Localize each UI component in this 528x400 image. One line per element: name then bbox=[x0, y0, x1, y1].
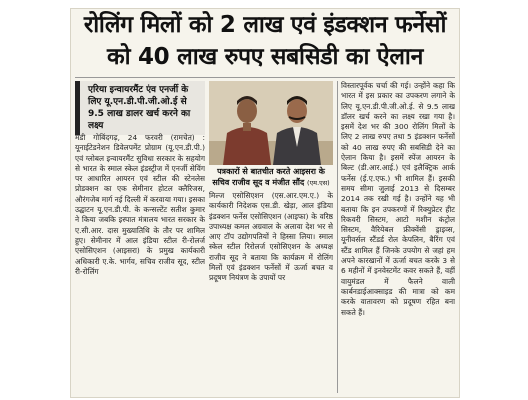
article-column-2 bbox=[209, 191, 333, 395]
two-men-photo-icon bbox=[209, 81, 333, 165]
headline-divider bbox=[75, 77, 455, 78]
photo-caption-text: पत्रकारों से बातचीत करते आइसरा के सचिव राजीव सूद व मंजीत सौंद bbox=[212, 167, 325, 187]
article-column-3 bbox=[341, 81, 455, 395]
article-photo bbox=[209, 81, 333, 165]
headline-line-2: को 40 लाख रुपए सबसिडी का ऐलान bbox=[106, 44, 424, 70]
headline-line-1: रोलिंग मिलों को 2 लाख एवं इंडक्शन फर्नेसों bbox=[83, 12, 447, 38]
article-column-1-text: मंडी गोबिंदगढ़, 24 फरवरी (रामचेत) : यूनाईटेडनेशन डिवेलपमेंट प्रोग्राम (यू.एन.डी.पी.) एवं ग्लोबल इन्वायरमैंट सुविधा सरकार के सहयोग से भारत के स्माल स्केल इंडस्ट्रीज में एनर्जी सेविंग पर आधारित आयरन एवं स्टील की स्टेनलेस प्रोडक्शन का एक सेमीनार होटल क्लैरिजस, औरंगजेब मार्ग नई दिल्ली में करवाया गया। इसका उद्घाटन यू.एन.डी.पी. के कन्सल्टेंट सतीश कुमार ने किया जबकि इस्पात मंत्रालय भारत सरकार के ए.सी.आर. दास मुख्यातिथि के तौर पर शामिल हुए। सेमीनार में आल इंडिया स्टील री-रोलर्ज एसोसिएशन (आइसरा) के प्रमुख कार्यकारी अधिकारी ए.के. भार्गव, सचिव राजीव सूद, स्टील री-रोलिंग bbox=[75, 133, 205, 276]
article-column-3-text: विस्तारपूर्वक चर्चा की गई। उन्होंने कहा कि भारत में इस प्रकार का उपकरण लगाने के लिए यू.एन.डी.पी.जी.ओ.ई. से 9.5 लाख डॉलर खर्च करने का लक्ष्य रखा गया है। इसमें देश भर की 300 रोलिंग मिलों के लिए 2 लाख रुपए तथा 5 इंडक्शन फर्नेसों को 40 लाख रुपए की सबसिडी देने का ऐलान किया है। इसमें स्पेंज आयरन के बिल्ट (डी.आर.आई.) एवं इलैक्ट्रिक आर्क फर्नेस (ई.ए.एफ.) भी शामिल हैं। इसकी समय सीमा जुलाई 2013 से दिसम्बर 2014 तक रखी गई है। उन्होंने यह भी बताया कि इन उपकरणों में रिक्युप्रेटर हीट रिकवरी सिस्टम, आटो मशीन कंट्रोल सिस्टम, वैरियेबल फ्रीक्वेंसी ड्राइव्स, यूनीवर्सल स्टैंडर्ड रोल केपलिन, बैरिंग एवं स्टैंड शामिल हैं जिनके उपयोग से जहां हम अपने कारखानों में ऊर्जा बचत करके 3 से 6 महीनों में इनवेस्टमेंट कवर सकते हैं, वहीं वायुमंडल में फैलने वाली कार्बनडाईआक्साइड की मात्रा को कम करके वातावरण को प्रदूषण रहित बना सकते हैं। bbox=[341, 81, 455, 317]
column-divider bbox=[337, 81, 338, 393]
newspaper-clipping bbox=[70, 8, 460, 398]
article-column-2-text: मिल्ज एसोसिएशन (एस.आर.एम.ए.) के कार्यकारी निदेशक एस.डी. खेड़ा, आल इंडिया इंडक्शन फर्नेस एसोसिएशन (आइफा) के वरिष्ठ उपाध्यक्ष कमल अग्रवाल के अलावा देश भर से आए टॉप उद्योगपतियों ने हिस्सा लिया। स्माल स्केल स्टील रिरोलर्ज एसोसिएशन के अध्यक्ष राजीव सूद ने बताया कि कार्यक्रम में रोलिंग मिलों एवं इंडक्शन फर्नेसों में ऊर्जा बचत व प्रदूषण नियंत्रण के उपायों पर bbox=[209, 191, 333, 283]
photo-credit: (एम.एस) bbox=[307, 179, 330, 187]
headline bbox=[71, 9, 459, 75]
article-column-1 bbox=[75, 133, 205, 395]
photo-caption bbox=[209, 166, 333, 189]
subheadline: एरिया इन्वायरमैंट एंव एनर्जी के लिए यू.एन.डी.पी.जी.ओ.ई से 9.5 लाख डालर खर्च करने का लक्ष्य bbox=[75, 81, 205, 135]
